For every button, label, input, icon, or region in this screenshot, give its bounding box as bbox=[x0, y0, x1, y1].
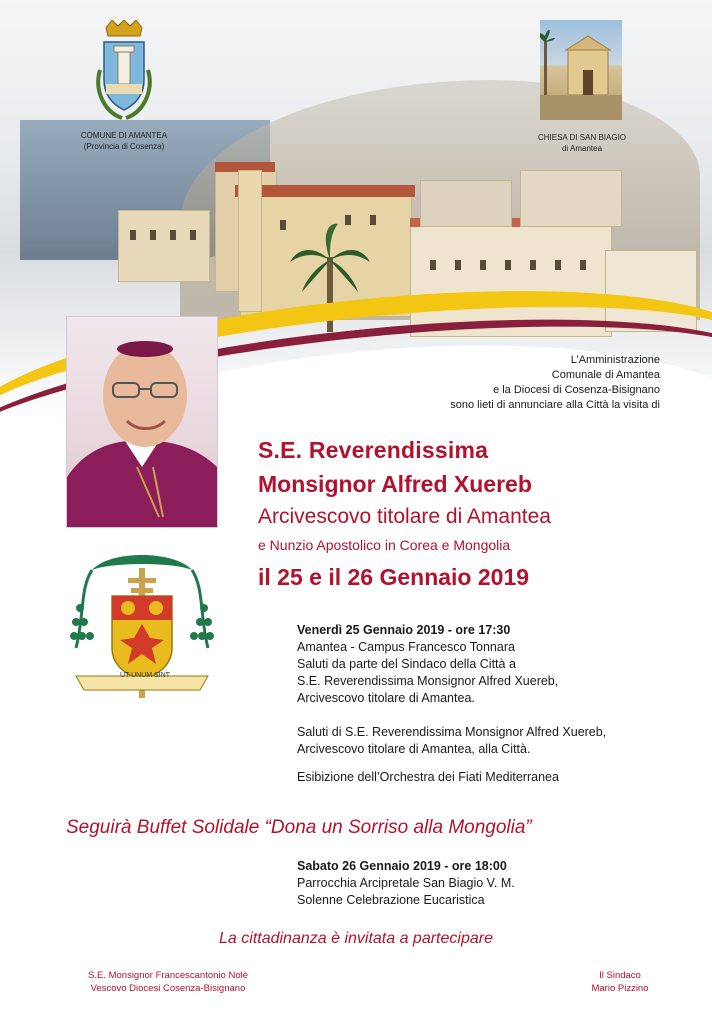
saturday-heading: Sabato 26 Gennaio 2019 - ore 18:00 bbox=[297, 859, 507, 873]
intro-block bbox=[450, 353, 660, 413]
comune-caption bbox=[62, 130, 186, 152]
window bbox=[150, 230, 156, 240]
signature-mayor-name: Mario Pizzino bbox=[591, 983, 649, 994]
window bbox=[555, 260, 561, 270]
friday-block bbox=[297, 622, 667, 786]
saturday-line: Solenne Celebrazione Eucaristica bbox=[297, 893, 485, 907]
title-line-1: S.E. Reverendissima bbox=[258, 437, 489, 463]
friday-line: S.E. Reverendissima Monsignor Alfred Xuereb, bbox=[297, 674, 559, 688]
friday-line: Saluti da parte del Sindaco della Città a bbox=[297, 657, 516, 671]
window bbox=[280, 220, 286, 230]
archbishop-portrait bbox=[67, 317, 217, 527]
chiesa-name: CHIESA DI SAN BIAGIO bbox=[537, 133, 627, 142]
intro-line-3: e la Diocesi di Cosenza-Bisignano bbox=[493, 384, 660, 396]
buffet-line: Seguirà Buffet Solidale “Dona un Sorriso alla Mongolia” bbox=[66, 817, 532, 838]
friday-line: Arcivescovo titolare di Amantea. bbox=[297, 691, 475, 705]
comune-province: (Provincia di Cosenza) bbox=[83, 142, 165, 151]
intro-line-2: Comunale di Amantea bbox=[551, 369, 660, 381]
building bbox=[420, 180, 512, 227]
window bbox=[170, 230, 176, 240]
portrait-photo bbox=[66, 316, 218, 528]
window bbox=[505, 260, 511, 270]
intro-line-4: sono lieti di annunciare alla Città la visita di bbox=[450, 399, 660, 411]
window bbox=[455, 260, 461, 270]
event-dates: il 25 e il 26 Gennaio 2019 bbox=[258, 564, 530, 590]
chiesa-place: di Amantea bbox=[561, 144, 603, 153]
building bbox=[520, 170, 622, 227]
friday-line: Amantea - Campus Francesco Tonnara bbox=[297, 640, 515, 654]
invitation-line: La cittadinanza è invitata a partecipare bbox=[219, 930, 493, 947]
window bbox=[190, 230, 196, 240]
church-facade-icon bbox=[540, 20, 622, 120]
signature-mayor-title: Il Sindaco bbox=[599, 970, 641, 981]
window bbox=[580, 260, 586, 270]
chiesa-photo bbox=[540, 20, 622, 120]
signature-bishop bbox=[58, 969, 278, 995]
friday-heading: Venerdì 25 Gennaio 2019 - ore 17:30 bbox=[297, 623, 511, 637]
comune-crest-icon bbox=[92, 20, 156, 120]
motto-text: UT UNUM SINT bbox=[119, 672, 171, 679]
title-line-2: Monsignor Alfred Xuereb bbox=[258, 471, 532, 497]
church-roof bbox=[235, 185, 415, 197]
window bbox=[430, 260, 436, 270]
window bbox=[530, 260, 536, 270]
title-line-4: e Nunzio Apostolico in Corea e Mongolia bbox=[258, 537, 511, 553]
window bbox=[370, 215, 376, 225]
saturday-line: Parrocchia Arcipretale San Biagio V. M. bbox=[297, 876, 515, 890]
friday-greeting-line: Arcivescovo titolare di Amantea, alla Città. bbox=[297, 742, 531, 756]
signature-bishop-title: Vescovo Diocesi Cosenza-Bisignano bbox=[90, 983, 246, 994]
bell-tower bbox=[238, 170, 262, 312]
window bbox=[480, 260, 486, 270]
intro-line-1: L’Amministrazione bbox=[570, 354, 660, 366]
friday-greeting-line: Saluti di S.E. Reverendissima Monsignor Alfred Xuereb, bbox=[297, 725, 607, 739]
orchestra-line: Esibizione dell’Orchestra dei Fiati Mediterranea bbox=[297, 770, 559, 784]
window bbox=[130, 230, 136, 240]
coat-of-arms-icon bbox=[70, 548, 214, 704]
title-line-3: Arcivescovo titolare di Amantea bbox=[258, 505, 551, 528]
signature-mayor bbox=[560, 969, 680, 995]
building bbox=[118, 210, 210, 282]
saturday-block bbox=[297, 858, 667, 909]
comune-name: COMUNE DI AMANTEA bbox=[80, 131, 168, 140]
chiesa-caption bbox=[520, 132, 644, 154]
signature-bishop-name: S.E. Monsignor Francescantonio Nolè bbox=[88, 970, 248, 981]
